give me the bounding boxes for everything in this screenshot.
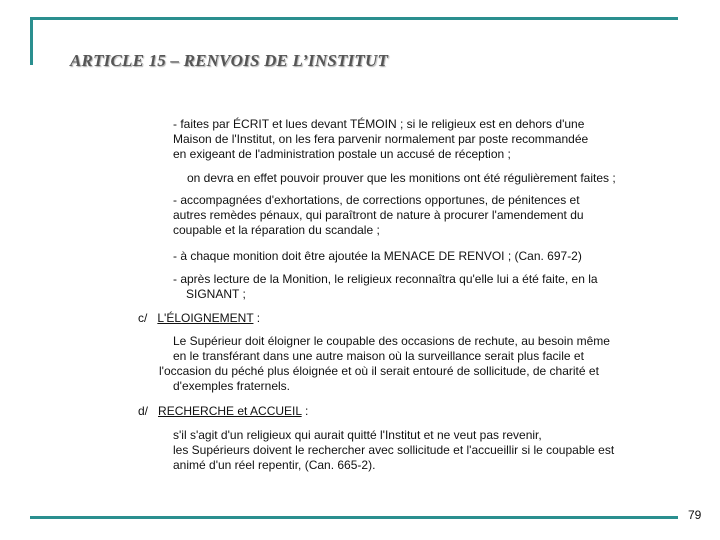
text-line: - à chaque monition doit être ajoutée la MENACE DE RENVOI ; (Can. 697-2) <box>173 249 582 263</box>
section-heading-c <box>138 311 260 326</box>
text-line: animé d'un réel repentir, (Can. 665-2). <box>173 458 376 472</box>
text-line: coupable et la réparation du scandale ; <box>173 223 380 237</box>
text-line: on devra en effet pouvoir prouver que les monitions ont été régulièrement faites ; <box>187 171 616 185</box>
text-line: en le transférant dans une autre maison où la surveillance serait plus facile et <box>173 349 584 363</box>
left-border <box>30 17 33 65</box>
section-suffix: : <box>301 404 309 418</box>
section-marker: d/ <box>138 404 149 418</box>
section-label: RECHERCHE et ACCUEIL <box>158 404 302 418</box>
top-border <box>30 17 678 20</box>
section-label: L'ÉLOIGNEMENT <box>157 311 254 325</box>
bottom-border <box>30 516 678 519</box>
text-line: - après lecture de la Monition, le religieux reconnaîtra qu'elle lui a été faite, en la <box>173 272 598 286</box>
text-line: Maison de l'Institut, on les fera parvenir normalement par poste recommandée <box>173 132 589 146</box>
text-line: Le Supérieur doit éloigner le coupable des occasions de rechute, au besoin même <box>173 334 610 348</box>
paragraph-search <box>173 428 614 473</box>
section-heading-d <box>138 404 308 419</box>
text-line: - faites par ÉCRIT et lues devant TÉMOIN ; si le religieux est en dehors d'une <box>173 117 585 131</box>
text-line: s'il s'agit d'un religieux qui aurait quitté l'Institut et ne veut pas revenir, <box>173 428 542 442</box>
text-line: d'exemples fraternels. <box>173 379 291 393</box>
section-suffix: : <box>253 311 261 325</box>
page-number: 79 <box>688 508 702 522</box>
text-line: SIGNANT ; <box>186 287 246 301</box>
page-title: ARTICLE 15 – RENVOIS DE L’INSTITUT <box>70 51 389 70</box>
paragraph-exhortations <box>173 193 584 238</box>
paragraph-written-monition <box>173 117 588 162</box>
text-line: les Supérieurs doivent le rechercher avec sollicitude et l'accueillir si le coupable est <box>173 443 615 457</box>
section-marker: c/ <box>138 311 148 325</box>
text-line: l'occasion du péché plus éloignée et où il serait entouré de sollicitude, de charité et <box>159 364 599 378</box>
text-line: en exigeant de l'administration postale un accusé de réception ; <box>173 147 511 161</box>
paragraph-threat <box>173 249 582 264</box>
paragraph-signature <box>173 272 598 302</box>
text-line: - accompagnées d'exhortations, de corrections opportunes, de pénitences et <box>173 193 580 207</box>
paragraph-removal <box>159 334 610 394</box>
text-line: autres remèdes pénaux, qui paraîtront de nature à procurer l'amendement du <box>173 208 584 222</box>
paragraph-proof <box>187 171 616 186</box>
